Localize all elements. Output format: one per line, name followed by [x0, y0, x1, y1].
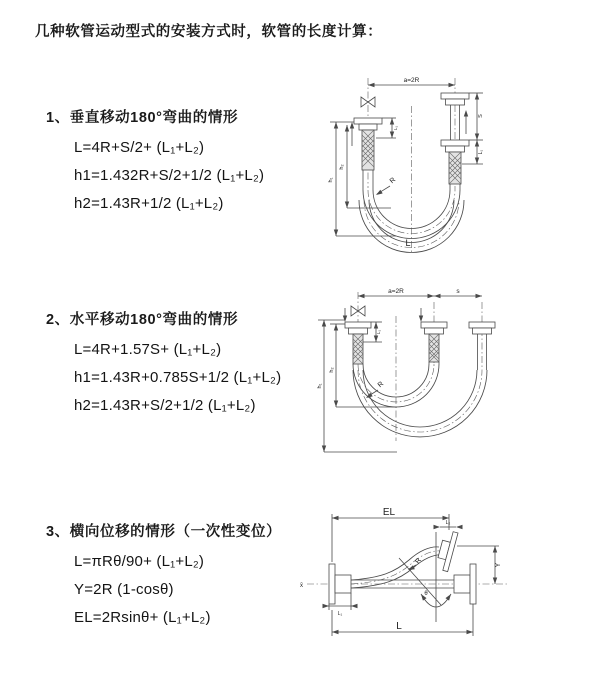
radius-label: R: [376, 380, 386, 390]
dimension-s-l1: [462, 93, 484, 164]
dim-label: a=2R: [403, 77, 420, 84]
dim-label: L₁: [376, 329, 381, 335]
length-label: L: [405, 238, 411, 248]
angle-label: θ: [424, 591, 428, 597]
formula-length: L=πRθ/90+ (L₁+L₂): [74, 553, 205, 570]
section-vertical-movement: [46, 106, 264, 218]
dim-label: a=2R: [388, 288, 404, 295]
dim-label: L₁: [337, 611, 343, 617]
dim-label: S: [478, 114, 484, 118]
dimension-el: [332, 507, 449, 562]
left-flange-fitting: [329, 564, 351, 604]
section-heading: 2、水平移动180°弯曲的情形: [46, 312, 239, 328]
page-title: 几种软管运动型式的安装方式时，软管的长度计算：: [35, 24, 383, 40]
left-flange-fitting: [354, 118, 382, 130]
dimension-l1: [323, 593, 358, 617]
radius-callout: [365, 381, 385, 400]
dimension-l2: [434, 520, 463, 529]
radius-label: R: [414, 557, 424, 566]
formula-length: L=4R+S/2+ (L₁+L₂): [74, 139, 205, 156]
formula-h1: h1=1.432R+S/2+1/2 (L₁+L₂): [74, 167, 265, 184]
datum-label: x̄: [300, 583, 303, 589]
dim-label: h₂: [329, 367, 335, 373]
formula-el: EL=2Rsinθ+ (L₁+L₂): [74, 609, 211, 626]
formula-length: L=4R+1.57S+ (L₁+L₂): [74, 341, 222, 358]
dim-label: L₁: [393, 125, 398, 131]
dim-label: h₂: [339, 164, 345, 170]
right-flange-fitting-mid: [441, 140, 469, 152]
dim-label: h₁: [317, 383, 323, 389]
dim-label: Y: [495, 562, 502, 568]
right-flange-fitting: [469, 322, 495, 334]
radius-callout: [375, 177, 397, 197]
formula-y: Y=2R (1-cosθ): [74, 581, 174, 598]
diagram-vertical-180-bend: [316, 70, 598, 262]
radius-label: R: [388, 176, 398, 186]
section-horizontal-movement: [46, 308, 281, 420]
formula-h2: h2=1.43R+S/2+1/2 (L₁+L₂): [74, 397, 256, 414]
diagram-horizontal-180-bend: [312, 286, 600, 462]
dim-label: s: [456, 288, 460, 295]
movement-arrow-down: [343, 308, 423, 322]
section-heading: 1、垂直移动180°弯曲的情形: [46, 110, 239, 126]
dim-label: L₁: [478, 149, 484, 155]
right-flange-fitting-top: [441, 93, 469, 105]
section-heading: 3、横向位移的情形（一次性变位）: [46, 524, 282, 540]
centerlines: [358, 292, 482, 441]
dim-label: h₁: [328, 177, 334, 183]
diagram-lateral-displacement: [299, 502, 514, 652]
hose-u-bend: [353, 364, 487, 437]
dim-label: EL: [382, 507, 396, 518]
hose-displaced-position: [351, 547, 442, 588]
dim-label: L₂: [445, 520, 451, 526]
formula-h2: h2=1.43R+1/2 (L₁+L₂): [74, 195, 224, 212]
left-flange-fitting: [345, 322, 371, 334]
section-lateral-displacement: [46, 520, 281, 632]
dimension-a-2r: [358, 288, 482, 298]
dimension-l: [332, 604, 473, 636]
right-flange-fitting: [454, 564, 476, 604]
formula-h1: h1=1.43R+0.785S+1/2 (L₁+L₂): [74, 369, 282, 386]
dim-label: L: [396, 621, 402, 632]
dimension-a-2r: [368, 77, 455, 87]
middle-flange-fitting: [421, 322, 447, 334]
